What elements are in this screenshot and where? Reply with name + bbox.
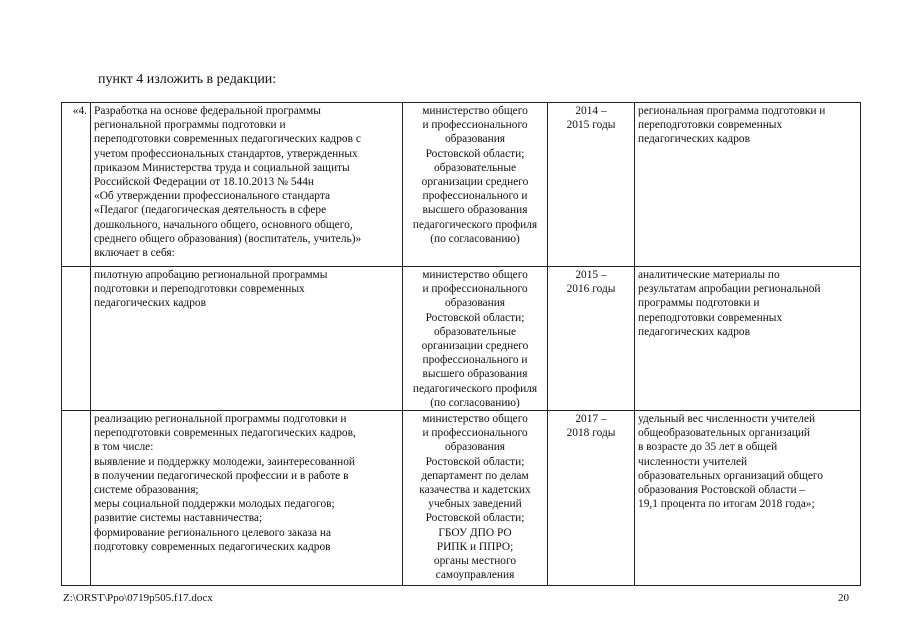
measure-line: включает в себя:: [94, 247, 175, 260]
measure-line: меры социальной поддержки молодых педагогов;: [94, 498, 335, 511]
measure-cell: [91, 267, 403, 411]
responsible-line: (по согласованию): [430, 232, 520, 245]
result-line: в возрасте до 35 лет в общей: [638, 441, 778, 454]
table-row: [62, 411, 861, 586]
item-number-cell: [62, 267, 91, 411]
measure-line: системе образования;: [94, 484, 199, 497]
measure-line: «Педагог (педагогическая деятельность в сфере: [94, 204, 327, 217]
result-line: образовательных организаций общего: [638, 469, 823, 482]
result-line: образования Ростовской области –: [638, 484, 806, 497]
responsible-line: Ростовской области;: [425, 512, 525, 525]
responsible-line: образовательные: [433, 161, 517, 174]
responsible-line: министерство общего: [422, 269, 528, 281]
measure-line: «Об утверждении профессионального стандарта: [94, 190, 331, 203]
responsible-line: педагогического профиля: [412, 382, 538, 395]
measure-line: региональной программы подготовки и: [94, 119, 286, 132]
measure-line: формирование регионального целевого заказа на: [94, 526, 332, 539]
responsible-cell: [403, 267, 548, 411]
table-row: [62, 103, 861, 267]
responsible-line: казачества и кадетских: [419, 484, 531, 497]
item-number-cell: [62, 411, 91, 586]
responsible-line: высшего образования: [422, 204, 528, 217]
result-line: переподготовки современных: [638, 119, 783, 132]
result-line: аналитические материалы по: [638, 269, 780, 281]
measures-table: [61, 102, 861, 586]
responsible-line: и профессионального: [422, 427, 528, 440]
responsible-line: и профессионального: [422, 283, 528, 296]
result-line: удельный вес численности учителей: [638, 413, 816, 426]
period-line: 2017 –: [575, 413, 607, 426]
measure-line: пилотную апробацию региональной программы: [94, 269, 328, 281]
responsible-line: образования: [444, 297, 506, 310]
measure-line: переподготовки современных педагогических кадров,: [94, 427, 356, 440]
result-line: переподготовки современных: [638, 311, 783, 324]
measure-line: в том числе:: [94, 441, 154, 454]
measure-line: подготовку современных педагогических кадров: [94, 540, 331, 553]
responsible-line: профессионального и: [422, 190, 528, 203]
result-line: численности учителей: [638, 455, 748, 468]
responsible-line: самоуправления: [435, 569, 515, 582]
result-line: программы подготовки и: [638, 297, 760, 310]
measure-line: выявление и поддержку молодежи, заинтересованной: [94, 455, 356, 468]
page-number: 20: [838, 592, 849, 604]
measure-line: переподготовки современных педагогических кадров с: [94, 133, 361, 146]
result-cell: [635, 267, 861, 411]
result-cell: [635, 411, 861, 586]
responsible-cell: [403, 411, 548, 586]
result-line: общеобразовательных организаций: [638, 427, 811, 440]
period-line: 2015 годы: [566, 119, 616, 132]
responsible-line: высшего образования: [422, 368, 528, 381]
period-line: 2014 –: [575, 105, 607, 117]
responsible-line: министерство общего: [422, 105, 528, 117]
period-cell: [548, 411, 635, 586]
measure-line: развитие системы наставничества;: [94, 512, 263, 525]
result-line: педагогических кадров: [638, 133, 750, 146]
responsible-line: РИПК и ППРО;: [436, 540, 514, 553]
measure-line: в получении педагогической профессии и в работе в: [94, 469, 349, 482]
responsible-line: Ростовской области;: [425, 311, 525, 324]
period-line: 2016 годы: [566, 283, 616, 296]
responsible-line: органы местного: [433, 555, 517, 568]
measure-line: реализацию региональной программы подготовки и: [94, 413, 347, 426]
responsible-line: Ростовской области;: [425, 455, 525, 468]
responsible-line: образовательные: [433, 325, 517, 338]
responsible-line: (по согласованию): [430, 396, 520, 409]
responsible-line: педагогического профиля: [412, 218, 538, 231]
measure-line: учетом профессиональных стандартов, утвержденных: [94, 147, 358, 160]
result-line: региональная программа подготовки и: [638, 105, 826, 117]
responsible-line: профессионального и: [422, 354, 528, 367]
period-line: 2015 –: [575, 269, 607, 281]
responsible-line: ГБОУ ДПО РО: [438, 526, 512, 539]
result-line: 19,1 процента по итогам 2018 года»;: [638, 498, 815, 511]
item-number-cell: «4.: [62, 103, 91, 267]
table-row: [62, 267, 861, 411]
result-line: педагогических кадров: [638, 325, 750, 338]
responsible-line: образования: [444, 441, 506, 454]
responsible-line: учебных заведений: [428, 498, 522, 511]
measure-line: педагогических кадров: [94, 297, 206, 310]
measure-cell: [91, 103, 403, 267]
measure-line: приказом Министерства труда и социальной защиты: [94, 161, 350, 174]
intro-text: пункт 4 изложить в редакции:: [98, 72, 277, 87]
responsible-line: министерство общего: [422, 413, 528, 426]
measure-line: среднего общего образования) (воспитатель, учитель)»: [94, 232, 362, 245]
responsible-line: образования: [444, 133, 506, 146]
responsible-line: Ростовской области;: [425, 147, 525, 160]
measure-cell: [91, 411, 403, 586]
period-cell: [548, 103, 635, 267]
measure-line: подготовки и переподготовки современных: [94, 283, 305, 296]
responsible-line: департамент по делам: [421, 469, 529, 482]
period-cell: [548, 267, 635, 411]
responsible-line: и профессионального: [422, 119, 528, 132]
responsible-line: организации среднего: [421, 340, 529, 353]
period-line: 2018 годы: [566, 427, 616, 440]
measure-line: Разработка на основе федеральной программы: [94, 105, 321, 117]
result-cell: [635, 103, 861, 267]
footer-file-path: Z:\ORST\Ppo\0719p505.f17.docx: [63, 592, 213, 604]
result-line: результатам апробации региональной: [638, 283, 821, 296]
responsible-cell: [403, 103, 548, 267]
measure-line: Российской Федерации от 18.10.2013 № 544н: [94, 176, 314, 189]
responsible-line: организации среднего: [421, 176, 529, 189]
measure-line: дошкольного, начального общего, основного общего,: [94, 218, 353, 231]
